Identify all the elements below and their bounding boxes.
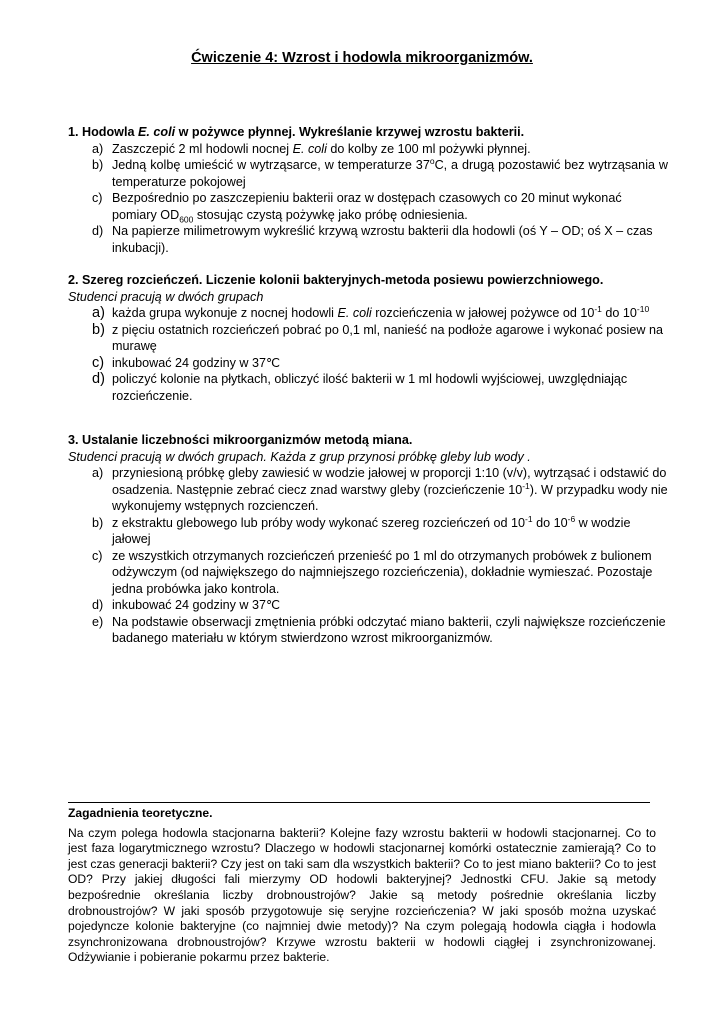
section-3 [68, 432, 668, 647]
list-item: a) każda grupa wykonuje z nocnej hodowli E. coli rozcieńczenia w jałowej pożywce od $10^{-1}$ do $10^{-10}$ [92, 303, 650, 321]
document-title: Ćwiczenie 4: Wzrost i hodowla mikroorganizmów. [191, 50, 533, 66]
list-item: d) Na papierze milimetrowym wykreślić krzywą wzrostu bakterii dla hodowli (oś Y – OD; oś X – czas inkubacji). [92, 224, 653, 255]
list-item: d) inkubować 24 godziny w 37℃ [92, 598, 281, 612]
section-2 [68, 272, 668, 404]
list-item: c) Bezpośrednio po zaszczepieniu bakterii oraz w dostępach czasowych co 20 minut wykonać pomiary $OD_{600}$ stosując czystą pożywkę jako próbę odniesienia. [92, 191, 622, 225]
section-1-heading: 1. Hodowla E. coli w pożywce płynnej. Wykreślanie krzywej wzrostu bakterii. [68, 125, 525, 139]
theory-heading: Zagadnienia teoretyczne. [68, 806, 213, 820]
theory-body: Na czym polega hodowla stacjonarna bakterii? Kolejne fazy wzrostu bakterii w hodowli stacjonarnej. Co to jest faza logarytmicznego wzrostu? Dlaczego w hodowli stacjonarnej komórki ostatecznie zamierają? Co to jest czas generacji bakterii? Czy jest on taki sam dla wszystkich bakterii? Co to jest miano bakterii? Co to jest OD? Przy jakiej długości fali mierzymy OD hodowli bakteryjnej? Jednostki CFU. Jakie są metody bezpośrednie określania liczby drobnoustrojów? Jakie są metody pośrednie określania liczby drobnoustrojów? W jaki sposób przygotowuje się seryjne rozcieńczenia? W jaki sposób można uzyskać pojedyncze kolonie bakteryjne (co najmniej dwie metody)? Na czym polegają hodowla ciągła i hodowla zsynchronizowana drobnoustrojów? Krzywe wzrostu bakterii w hodowli ciągłej i zsynchronizowanej. Odżywianie i pobieranie pokarmu przez bakterie. [68, 825, 656, 965]
theory-questions [68, 806, 656, 966]
section-3-heading: 3. Ustalanie liczebności mikroorganizmów metodą miana. [68, 433, 413, 447]
list-item: c) ze wszystkich otrzymanych rozcieńczeń przenieść po 1 ml do otrzymanych probówek z bulionem odżywczym (od największego do najmniejszego rozcieńczenia), dokładnie wymieszać. Pozostaje jedna probówka jako kontrola. [92, 548, 653, 596]
list-item: a) przyniesioną próbkę gleby zawiesić w wodzie jałowej w proporcji 1:10 (v/v), wytrząsać i odstawić do osadzenia. Następnie zebrać ciecz znad warstwy gleby (rozcieńczenie $10^{-1}$). W przypadku wody nie wykonujemy wstępnych rozcienczeń. [92, 466, 668, 513]
list-item: b) Jedną kolbę umieścić w wytrząsarce, w temperaturze 37$^o$C, a drugą pozostawić bez wytrząsania w temperaturze pokojowej [92, 155, 668, 189]
list-item: e) Na podstawie obserwacji zmętnienia próbki odczytać miano bakterii, czyli największe rozcieńczenie badanego materiału w którym stwierdzono wzrost mikroorganizmów. [92, 614, 666, 645]
list-item: d) policzyć kolonie na płytkach, obliczyć ilość bakterii w 1 ml hodowli wyjściowej, uwzględniając rozcieńczenie. [92, 371, 628, 403]
list-item: a) Zaszczepić 2 ml hodowli nocnej E. coli do kolby ze 100 ml pożywki płynnej. [92, 141, 531, 156]
list-item: c) inkubować 24 godziny w 37℃ [92, 354, 281, 371]
section-2-subheading: Studenci pracują w dwóch grupach [68, 289, 264, 304]
section-3-subheading: Studenci pracują w dwóch grupach. Każda z grup przynosi próbkę gleby lub wody . [68, 449, 531, 464]
list-item: b) z ekstraktu glebowego lub próby wody wykonać szereg rozcieńczeń od $10^{-1}$ do $10^{-6}$ w wodzie jałowej [92, 513, 631, 546]
list-item: b) z pięciu ostatnich rozcieńczeń pobrać po 0,1 ml, nanieść na podłoże agarowe i wykonać posiew na murawę [92, 321, 663, 353]
section-1 [68, 124, 668, 256]
section-2-heading: 2. Szereg rozcieńczeń. Liczenie kolonii bakteryjnych-metoda posiewu powierzchniowego. [68, 273, 604, 287]
divider [68, 802, 650, 803]
